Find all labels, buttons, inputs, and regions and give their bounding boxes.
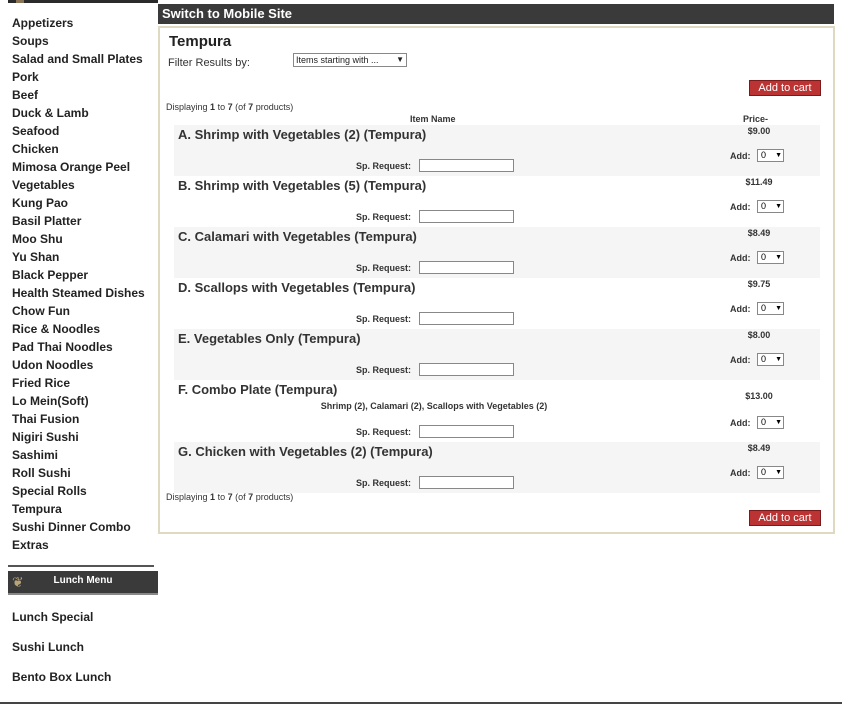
add-quantity-label: Add: [730, 253, 751, 263]
chevron-down-icon: ▼ [775, 356, 782, 363]
product-row [174, 176, 820, 227]
category-link[interactable]: Kung Pao [12, 196, 68, 210]
filter-select-value: Items starting with ... [296, 55, 379, 65]
product-name: C. Calamari with Vegetables (Tempura) [178, 229, 417, 244]
category-link[interactable]: Health Steamed Dishes [12, 286, 145, 300]
category-link[interactable]: Appetizers [12, 16, 74, 30]
add-quantity-label: Add: [730, 418, 751, 428]
product-name: F. Combo Plate (Tempura) [178, 382, 338, 397]
product-price: $8.00 [747, 330, 771, 340]
displaying-from: 1 [210, 102, 216, 112]
special-request-label: Sp. Request: [356, 365, 412, 375]
category-link[interactable]: Sashimi [12, 448, 59, 462]
product-row [174, 442, 820, 493]
product-price: $8.49 [747, 443, 771, 453]
quantity-value: 0 [761, 252, 767, 262]
displaying-label: Displaying [166, 102, 208, 112]
category-link[interactable]: Basil Platter [12, 214, 82, 228]
product-row [174, 329, 820, 380]
product-name: G. Chicken with Vegetables (2) (Tempura) [178, 444, 433, 459]
special-request-label: Sp. Request: [356, 427, 412, 437]
product-row [174, 380, 820, 442]
quantity-value: 0 [761, 354, 767, 364]
category-link[interactable]: Udon Noodles [12, 358, 94, 372]
displaying-products-label: products) [255, 102, 294, 112]
quantity-value: 0 [761, 150, 767, 160]
chevron-down-icon: ▼ [775, 203, 782, 210]
leaf-decor-icon [16, 0, 24, 3]
special-request-input[interactable] [419, 476, 514, 489]
special-request-input[interactable] [419, 312, 514, 325]
product-price: $11.49 [745, 177, 773, 187]
category-link[interactable]: Chicken [12, 142, 59, 156]
chevron-down-icon: ▼ [775, 305, 782, 312]
quantity-select[interactable] [757, 251, 784, 264]
product-name: B. Shrimp with Vegetables (5) (Tempura) [178, 178, 427, 193]
product-listing [158, 26, 835, 534]
add-quantity-label: Add: [730, 304, 751, 314]
category-link[interactable]: Duck & Lamb [12, 106, 89, 120]
page-title: Tempura [169, 33, 232, 50]
quantity-select[interactable] [757, 416, 784, 429]
product-name: D. Scallops with Vegetables (Tempura) [178, 280, 416, 295]
quantity-select[interactable] [757, 353, 784, 366]
product-price: $13.00 [745, 391, 773, 401]
add-quantity-label: Add: [730, 202, 751, 212]
category-link[interactable]: Yu Shan [12, 250, 60, 264]
displaying-products-label: products) [255, 492, 294, 502]
quantity-select[interactable] [757, 302, 784, 315]
quantity-value: 0 [761, 303, 767, 313]
category-link[interactable]: Pad Thai Noodles [12, 340, 113, 354]
category-link[interactable]: Sushi Dinner Combo [12, 520, 131, 534]
displaying-to: 7 [227, 492, 233, 502]
footer-divider [0, 702, 842, 704]
filter-select[interactable] [293, 53, 407, 67]
quantity-value: 0 [761, 201, 767, 211]
product-row [174, 227, 820, 278]
product-price: $8.49 [747, 228, 771, 238]
category-link[interactable]: Salad and Small Plates [12, 52, 143, 66]
displaying-to: 7 [227, 102, 233, 112]
product-row [174, 125, 820, 176]
lunch-link[interactable]: Bento Box Lunch [12, 670, 112, 684]
special-request-label: Sp. Request: [356, 212, 412, 222]
quantity-value: 0 [761, 417, 767, 427]
displaying-from: 1 [210, 492, 216, 502]
category-link[interactable]: Extras [12, 538, 49, 552]
mobile-bar [158, 4, 834, 24]
displaying-total: 7 [248, 492, 254, 502]
switch-to-mobile-link[interactable]: Switch to Mobile Site [162, 6, 293, 21]
product-description: Shrimp (2), Calamari (2), Scallops with Vegetables (2) [320, 401, 548, 411]
product-row [174, 278, 820, 329]
category-link[interactable]: Moo Shu [12, 232, 63, 246]
special-request-input[interactable] [419, 425, 514, 438]
lunch-link[interactable]: Sushi Lunch [12, 640, 84, 654]
sidebar-divider [8, 565, 154, 567]
special-request-label: Sp. Request: [356, 161, 412, 171]
displaying-count-top [166, 102, 293, 112]
displaying-total: 7 [248, 102, 254, 112]
category-link[interactable]: Black Pepper [12, 268, 89, 282]
quantity-value: 0 [761, 467, 767, 477]
category-link[interactable]: Fried Rice [12, 376, 71, 390]
column-header-price: Price- [743, 114, 769, 124]
chevron-down-icon: ▼ [775, 152, 782, 159]
quantity-select[interactable] [757, 466, 784, 479]
category-link[interactable]: Lo Mein(Soft) [12, 394, 89, 408]
add-quantity-label: Add: [730, 151, 751, 161]
special-request-input[interactable] [419, 210, 514, 223]
quantity-select[interactable] [757, 149, 784, 162]
lunch-menu-title: Lunch Menu [53, 575, 113, 586]
add-to-cart-button-bottom[interactable]: Add to cart [749, 510, 821, 526]
category-link[interactable]: Vegetables [12, 178, 75, 192]
special-request-label: Sp. Request: [356, 314, 412, 324]
leaf-icon: ❦ [12, 574, 24, 590]
displaying-of-label: (of [235, 492, 246, 502]
lunch-link[interactable]: Lunch Special [12, 610, 94, 624]
column-header-item-name: Item Name [410, 114, 456, 124]
add-to-cart-button-top[interactable]: Add to cart [749, 80, 821, 96]
product-name: A. Shrimp with Vegetables (2) (Tempura) [178, 127, 427, 142]
category-link[interactable]: Rice & Noodles [12, 322, 101, 336]
special-request-label: Sp. Request: [356, 478, 412, 488]
special-request-input[interactable] [419, 363, 514, 376]
special-request-label: Sp. Request: [356, 263, 412, 273]
category-link[interactable]: Roll Sushi [12, 466, 71, 480]
lunch-menu-header [8, 571, 158, 595]
quantity-select[interactable] [757, 200, 784, 213]
chevron-down-icon: ▼ [775, 254, 782, 261]
special-request-input[interactable] [419, 261, 514, 274]
displaying-count-bottom [166, 492, 293, 502]
category-link[interactable]: Chow Fun [12, 304, 70, 318]
top-decor-strip [8, 0, 158, 3]
category-link[interactable]: Pork [12, 70, 39, 84]
category-link[interactable]: Thai Fusion [12, 412, 80, 426]
displaying-of-label: (of [235, 102, 246, 112]
chevron-down-icon: ▼ [775, 469, 782, 476]
category-link[interactable]: Seafood [12, 124, 60, 138]
add-quantity-label: Add: [730, 355, 751, 365]
displaying-label: Displaying [166, 492, 208, 502]
category-link[interactable]: Mimosa Orange Peel [12, 160, 131, 174]
product-name: E. Vegetables Only (Tempura) [178, 331, 361, 346]
category-list [8, 4, 158, 554]
product-price: $9.00 [747, 126, 771, 136]
add-quantity-label: Add: [730, 468, 751, 478]
category-link[interactable]: Tempura [12, 502, 62, 516]
chevron-down-icon: ▼ [775, 419, 782, 426]
filter-label: Filter Results by: [168, 57, 250, 69]
category-link[interactable]: Beef [12, 88, 39, 102]
displaying-to-label: to [217, 102, 226, 112]
category-link[interactable]: Soups [12, 34, 49, 48]
sidebar [8, 4, 158, 554]
lunch-list [12, 608, 111, 698]
displaying-to-label: to [217, 492, 226, 502]
category-link[interactable]: Special Rolls [12, 484, 87, 498]
category-link[interactable]: Nigiri Sushi [12, 430, 79, 444]
special-request-input[interactable] [419, 159, 514, 172]
product-price: $9.75 [747, 279, 771, 289]
chevron-down-icon: ▼ [396, 55, 404, 64]
